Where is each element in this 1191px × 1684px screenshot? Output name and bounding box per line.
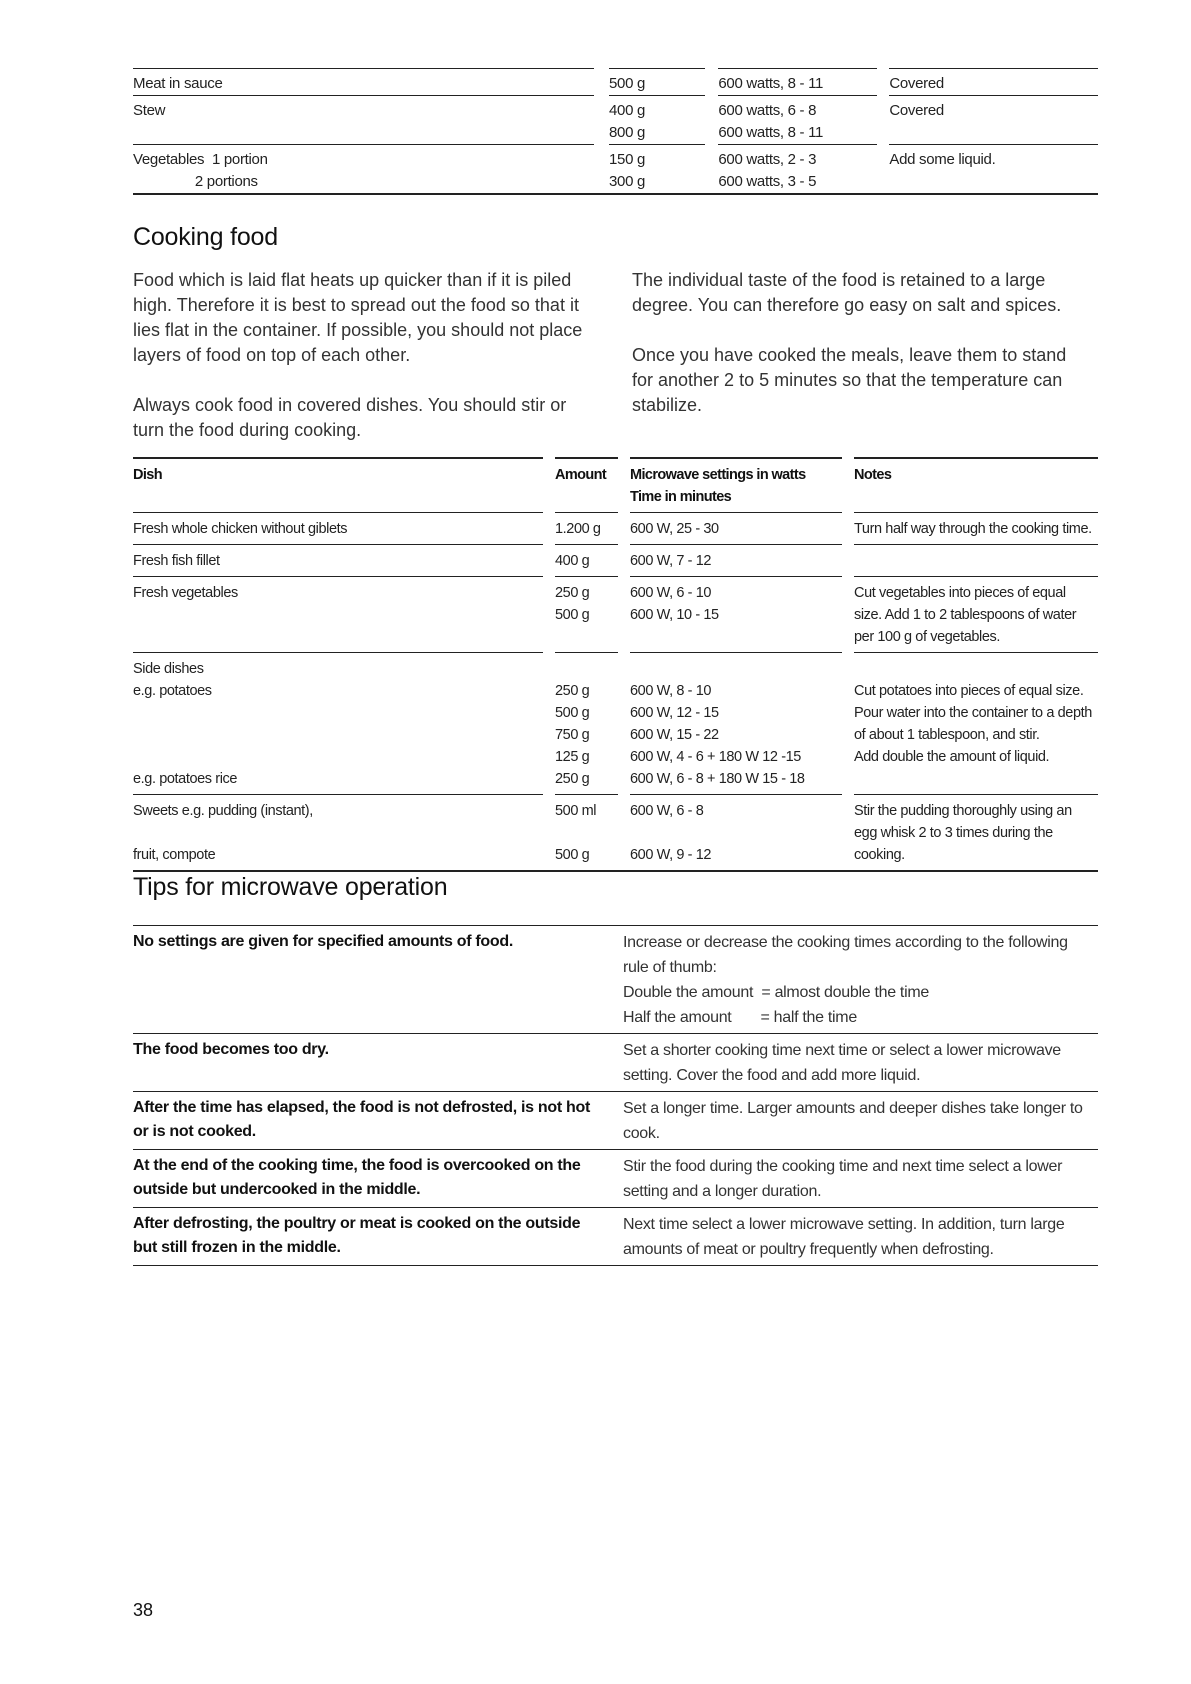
amount-cell: 250 g 500 g 750 g 125 g 250 g [555,652,618,794]
header-amount: Amount [555,457,618,512]
table-row [133,544,1098,576]
tips-row [133,1033,1098,1091]
setting-cell: 600 W, 7 - 12 [630,544,842,576]
solution-cell: Set a shorter cooking time next time or select a lower microwave setting. Cover the food and add more liquid. [623,1042,1061,1084]
table-bottom-rule [133,193,1098,195]
dish-cell: Sweets e.g. pudding (instant), fruit, compote [133,794,543,870]
amount-cell: 150 g 300 g [609,144,705,193]
setting-cell: 600 watts, 6 - 8 600 watts, 8 - 11 [718,95,877,144]
header-notes: Notes [854,457,1098,512]
amount-cell: 250 g 500 g [555,576,618,652]
problem-cell: No settings are given for specified amounts of food. [133,933,514,950]
dish-cell: Vegetables 1 portion 2 portions [133,144,594,193]
header-dish: Dish [133,457,543,512]
cooking-paragraph-left-1: Food which is laid flat heats up quicker than if it is piled high. Therefore it is best to spread out the food so that it lies flat in the container. If possible, you should not place layers of food on top of each other. [133,270,583,365]
tips-row [133,1207,1098,1265]
note-cell: Covered [889,68,1098,95]
table-row [133,512,1098,544]
solution-cell: Next time select a lower microwave setting. In addition, turn large amounts of meat or poultry frequently when defrosting. [623,1216,1065,1258]
tips-row [133,1149,1098,1207]
table-row [133,576,1098,652]
dish-cell: Side dishes e.g. potatoes e.g. potatoes rice [133,652,543,794]
setting-cell: 600 W, 25 - 30 [630,512,842,544]
defrost-heating-table-continued [133,68,1098,195]
dish-cell: Fresh fish fillet [133,544,543,576]
tips-row [133,1091,1098,1149]
setting-cell: 600 W, 6 - 10 600 W, 10 - 15 [630,576,842,652]
table-header-row [133,457,1098,512]
amount-cell: 500 g [609,68,705,95]
setting-cell: 600 W, 8 - 10 600 W, 12 - 15 600 W, 15 - 22 600 W, 4 - 6 + 180 W 12 -15 600 W, 6 - 8 + 180 W 15 - 18 [630,652,842,794]
table-bottom-rule [133,1265,1098,1266]
section-title-cooking-food: Cooking food [133,223,278,251]
section-title-tips: Tips for microwave operation [133,873,448,901]
table-row [133,95,1098,144]
dish-cell: Fresh vegetables [133,576,543,652]
tips-row [133,925,1098,1033]
table-row [133,68,1098,95]
cooking-paragraph-right-1: The individual taste of the food is retained to a large degree. You can therefore go easy on salt and spices. [632,270,1062,315]
dish-cell: Fresh whole chicken without giblets [133,512,543,544]
tips-table [133,925,1098,1266]
table-row [133,794,1098,870]
note-cell: Add some liquid. [889,144,1098,193]
setting-cell: 600 W, 6 - 8 600 W, 9 - 12 [630,794,842,870]
note-cell: Cut vegetables into pieces of equal size. Add 1 to 2 tablespoons of water per 100 g of vegetables. [854,576,1098,652]
page-number: 38 [133,1600,154,1620]
amount-cell: 400 g [555,544,618,576]
dish-cell: Stew [133,95,594,144]
problem-cell: At the end of the cooking time, the food is overcooked on the outside but undercooked in the middle. [133,1157,581,1198]
table-row [133,652,1098,794]
cooking-paragraph-left-2: Always cook food in covered dishes. You should stir or turn the food during cooking. [133,395,567,440]
header-settings: Microwave settings in watts Time in minutes [630,457,842,512]
solution-cell: Stir the food during the cooking time and next time select a lower setting and a longer duration. [623,1158,1063,1200]
problem-cell: The food becomes too dry. [133,1041,329,1058]
setting-cell: 600 watts, 2 - 3 600 watts, 3 - 5 [718,144,877,193]
solution-cell: Set a longer time. Larger amounts and deeper dishes take longer to cook. [623,1100,1083,1142]
amount-cell: 400 g 800 g [609,95,705,144]
amount-cell: 500 ml 500 g [555,794,618,870]
problem-cell: After the time has elapsed, the food is not defrosted, is not hot or is not cooked. [133,1099,590,1140]
solution-cell: Increase or decrease the cooking times according to the following rule of thumb: Double the amount = almost double the time Half the amount = half the time [623,934,1068,1026]
note-cell: Stir the pudding thoroughly using an egg whisk 2 to 3 times during the cooking. [854,794,1098,870]
cooking-table [133,457,1098,872]
table-row [133,144,1098,193]
note-cell: Covered [889,95,1098,144]
cooking-paragraph-right-2: Once you have cooked the meals, leave them to stand for another 2 to 5 minutes so that the temperature can stabilize. [632,345,1067,415]
amount-cell: 1.200 g [555,512,618,544]
table-bottom-rule [133,870,1098,872]
note-cell: Cut potatoes into pieces of equal size. Pour water into the container to a depth of about 1 tablespoon, and stir. Add double the amount of liquid. [854,652,1098,794]
note-cell [854,544,1098,576]
note-cell: Turn half way through the cooking time. [854,512,1098,544]
problem-cell: After defrosting, the poultry or meat is cooked on the outside but still frozen in the middle. [133,1215,581,1256]
setting-cell: 600 watts, 8 - 11 [718,68,877,95]
dish-cell: Meat in sauce [133,68,594,95]
